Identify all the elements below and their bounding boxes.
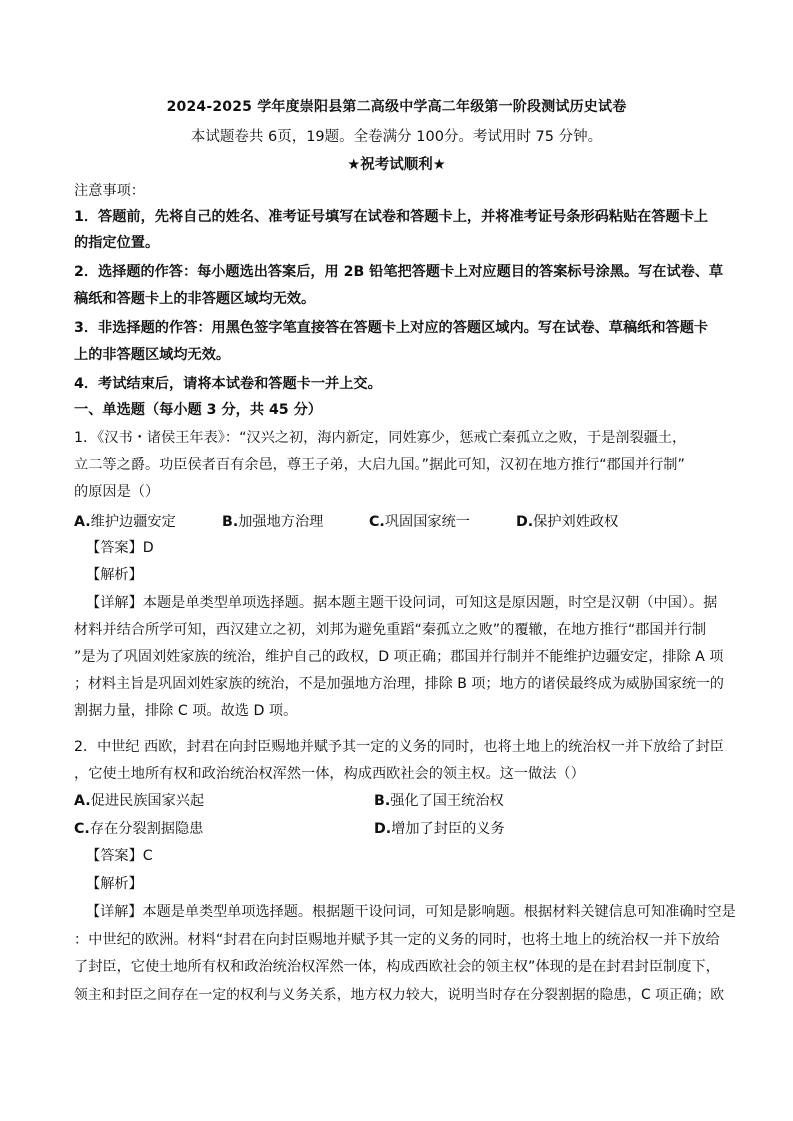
q1-option-b bbox=[222, 512, 323, 532]
q1-stem-line: 1．《汉书・诸侯王年表》：“汉兴之初，海内新定，同姓寡少，惩戒亡秦孤立之败，于是剖裂疆土， bbox=[74, 430, 687, 446]
q1-answer: 【答案】D bbox=[86, 540, 154, 556]
option-text: 巩固国家统一 bbox=[384, 514, 470, 530]
q2-stem-line: 2．中世纪 西欧，封君在向封臣赐地并赋予其一定的义务的同时，也将土地上的统治权一并下放给了封臣 bbox=[74, 739, 724, 755]
good-luck-line: ★祝考试顺利★ bbox=[347, 157, 446, 173]
notice-line: 1．答题前，先将自己的姓名、准考证号填写在试卷和答题卡上，并将准考证号条形码粘贴在答题卡上 bbox=[74, 209, 709, 225]
q1-stem-line: 立二等之爵。功臣侯者百有余邑，尊王子弟，大启九国。”据此可知，汉初在地方推行“郡国并行制” bbox=[74, 457, 685, 473]
option-text: 促进民族国家兴起 bbox=[90, 793, 205, 809]
q2-analysis-label: 【解析】 bbox=[86, 876, 143, 892]
q1-analysis-label: 【解析】 bbox=[86, 567, 143, 583]
option-label: D. bbox=[374, 821, 392, 837]
section-heading: 一、单选题（每小题 3 分，共 45 分） bbox=[74, 402, 322, 418]
q2-answer: 【答案】C bbox=[86, 848, 153, 864]
notice-line: 上的非答题区域均无效。 bbox=[74, 347, 231, 363]
notice-line: 3．非选择题的作答：用黑色签字笔直接答在答题卡上对应的答题区域内。写在试卷、草稿纸和答题卡 bbox=[74, 320, 709, 336]
option-label: D. bbox=[516, 514, 534, 530]
q2-detail-line: ：中世纪的欧洲。材料“封君在向封臣赐地并赋予其一定的义务的同时，也将土地上的统治权一并下放给 bbox=[74, 932, 720, 948]
notice-heading: 注意事项： bbox=[74, 183, 145, 199]
option-text: 存在分裂割据隐患 bbox=[89, 821, 204, 837]
q1-detail-line: 【详解】本题是单类型单项选择题。据本题主题干设问词，可知这是原因题，时空是汉朝（中国）。据 bbox=[86, 595, 718, 611]
notice-line: 的指定位置。 bbox=[74, 235, 160, 251]
q2-option-a bbox=[74, 791, 204, 811]
q2-option-b bbox=[374, 791, 504, 811]
q1-detail-line: ；材料主旨是巩固刘姓家族的统治，不是加强地方治理，排除 B 项；地方的诸侯最终成为威胁国家统一的 bbox=[74, 676, 724, 692]
q2-detail-line: 【详解】本题是单类型单项选择题。根据题干设问词，可知是影响题。根据材料关键信息可知准确时空是 bbox=[86, 904, 736, 920]
option-label: B. bbox=[222, 514, 239, 530]
notice-line: 2．选择题的作答：每小题选出答案后，用 2B 铅笔把答题卡上对应题目的答案标号涂黑。写在试卷、草 bbox=[74, 264, 724, 280]
q1-detail-line: 割据力量，排除 C 项。故选 D 项。 bbox=[74, 703, 298, 719]
exam-subtitle: 本试题卷共 6页，19题。全卷满分 100分。考试用时 75 分钟。 bbox=[190, 129, 603, 145]
q1-option-a bbox=[74, 512, 176, 532]
q2-option-d bbox=[374, 819, 505, 839]
notice-line: 4．考试结束后，请将本试卷和答题卡一并上交。 bbox=[74, 376, 382, 392]
exam-title: 2024-2025 学年度崇阳县第二高级中学高二年级第一阶段测试历史试卷 bbox=[166, 99, 627, 115]
option-text: 加强地方治理 bbox=[238, 514, 324, 530]
option-label: B. bbox=[374, 793, 391, 809]
q1-detail-line: ”是为了巩固刘姓家族的统治，维护自己的政权，D 项正确；郡国并行制并不能维护边疆安定，排除 A 项 bbox=[74, 649, 724, 665]
option-text: 增加了封臣的义务 bbox=[391, 821, 505, 837]
option-label: A. bbox=[74, 793, 91, 809]
option-text: 维护边疆安定 bbox=[90, 514, 176, 530]
q1-option-d bbox=[516, 512, 618, 532]
notice-line: 稿纸和答题卡上的非答题区域均无效。 bbox=[74, 291, 316, 307]
q1-stem-line: 的原因是（） bbox=[74, 484, 160, 500]
option-text: 强化了国王统治权 bbox=[390, 793, 504, 809]
option-label: C. bbox=[369, 514, 385, 530]
q1-option-c bbox=[369, 512, 470, 532]
q2-detail-line: 领主和封臣之间存在一定的权利与义务关系，地方权力较大，说明当时存在分裂割据的隐患，C 项正确；欧 bbox=[74, 987, 725, 1003]
option-label: C. bbox=[74, 821, 90, 837]
q2-stem-line: ，它使土地所有权和政治统治权浑然一体，构成西欧社会的领主权。这一做法（） bbox=[74, 766, 585, 782]
q2-detail-line: 了封臣，它使土地所有权和政治统治权浑然一体，构成西欧社会的领主权”体现的是在封君封臣制度下， bbox=[74, 959, 720, 975]
q2-option-c bbox=[74, 819, 203, 839]
q1-detail-line: 材料并结合所学可知，西汉建立之初，刘邦为避免重蹈“秦孤立之败”的覆辙，在地方推行“郡国并行制 bbox=[74, 622, 707, 638]
option-text: 保护刘姓政权 bbox=[533, 514, 619, 530]
option-label: A. bbox=[74, 514, 91, 530]
